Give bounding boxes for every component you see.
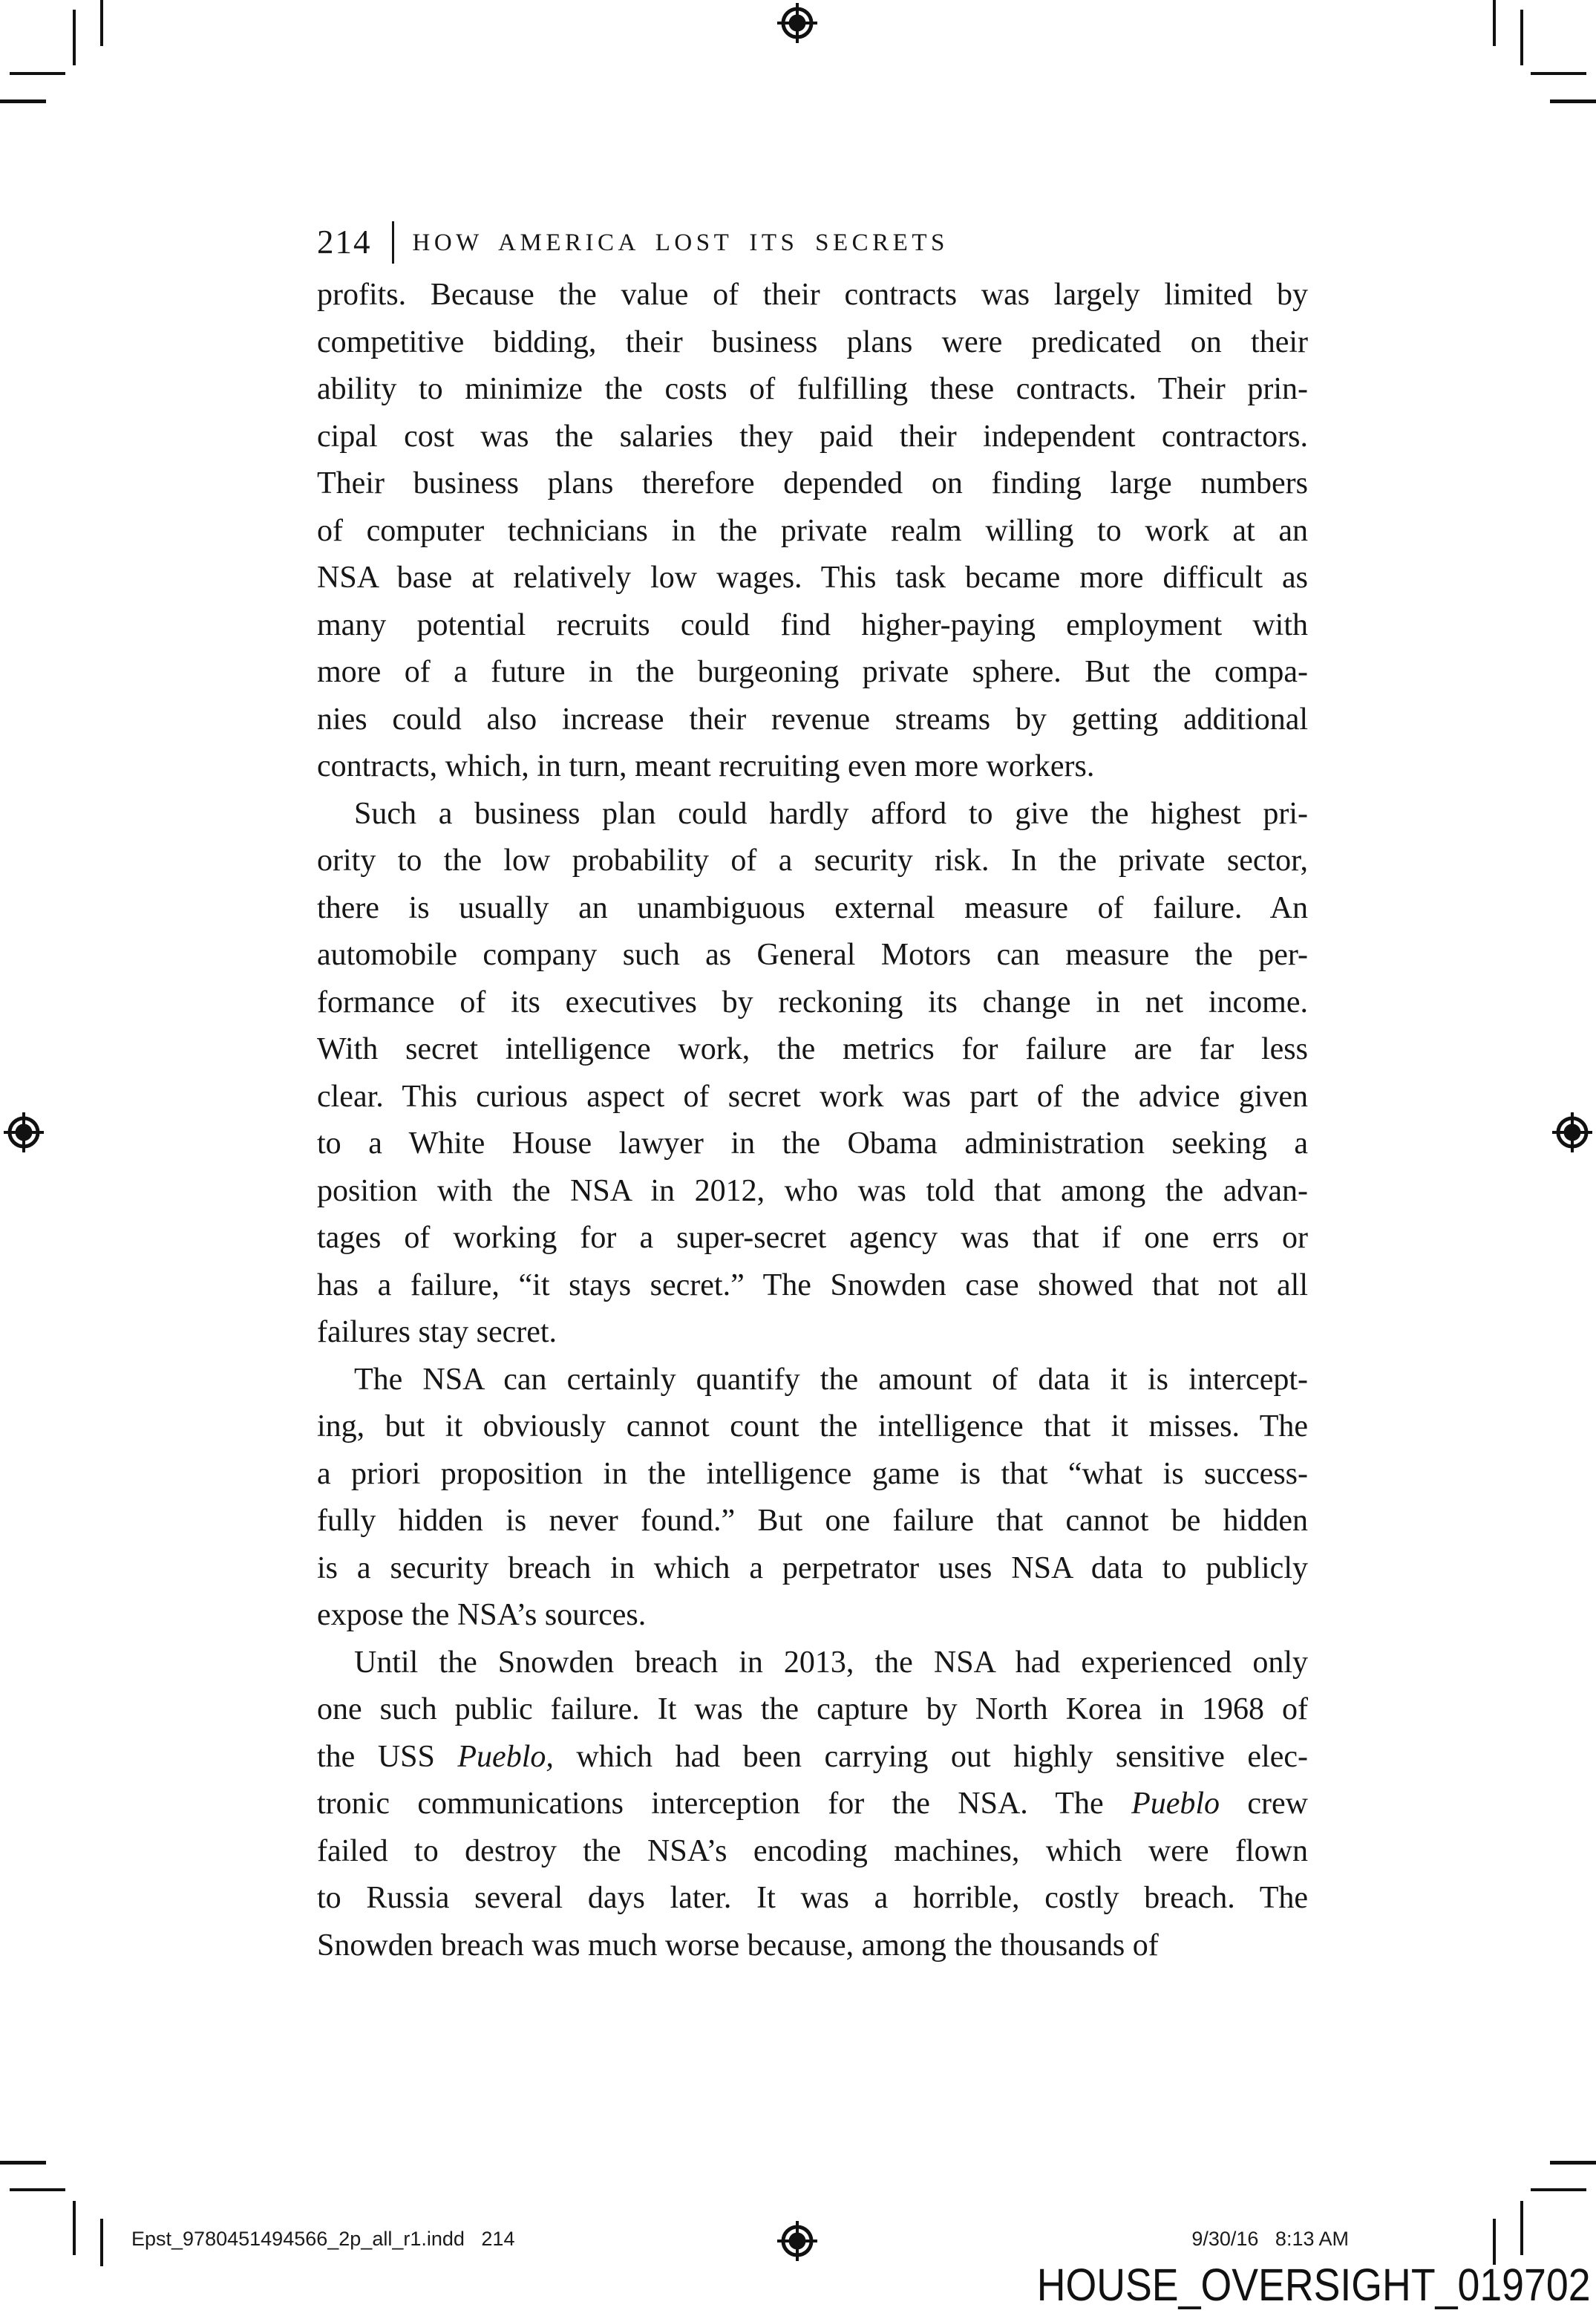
body-line: automobile company such as General Motors can measure the per-	[317, 938, 1308, 972]
crop-mark	[73, 2201, 76, 2255]
body-line: Their business plans therefore depended on finding large numbers	[317, 466, 1308, 500]
body-line: fully hidden is never found.” But one failure that cannot be hidden	[317, 1504, 1308, 1538]
crop-mark	[100, 2219, 103, 2266]
crop-mark	[10, 2188, 65, 2191]
crop-mark	[1550, 100, 1596, 103]
body-line: there is usually an unambiguous external measure of failure. An	[317, 890, 1308, 925]
body-line: Snowden breach was much worse because, among the thousands of	[317, 1928, 1159, 1963]
crop-mark	[1520, 2201, 1523, 2255]
body-line: The NSA can certainly quantify the amount of data it is intercept-	[354, 1362, 1308, 1397]
body-line: failed to destroy the NSA’s encoding machines, which were flown	[317, 1833, 1308, 1868]
body-line: of computer technicians in the private realm willing to work at an	[317, 513, 1308, 548]
body-line: is a security breach in which a perpetrator uses NSA data to publicly	[317, 1550, 1308, 1585]
paragraph	[317, 791, 1308, 1357]
running-title: HOW AMERICA LOST ITS SECRETS	[412, 229, 949, 256]
body-text	[317, 272, 1308, 1969]
body-line: more of a future in the burgeoning private sphere. But the compa-	[317, 655, 1308, 689]
body-line: clear. This curious aspect of secret work was part of the advice given	[317, 1079, 1308, 1114]
body-line: With secret intelligence work, the metrics for failure are far less	[317, 1032, 1308, 1066]
body-line: ing, but it obviously cannot count the intelligence that it misses. The	[317, 1409, 1308, 1444]
body-line: position with the NSA in 2012, who was told that among the advan-	[317, 1173, 1308, 1208]
crop-mark	[1531, 2188, 1586, 2191]
crop-mark	[1520, 10, 1523, 65]
crop-mark	[100, 0, 103, 46]
footer-slug-line: Epst_9780451494566_2p_all_r1.indd 214	[131, 2228, 515, 2250]
crop-mark	[1493, 0, 1496, 46]
body-line: to Russia several days later. It was a horrible, costly breach. The	[317, 1881, 1308, 1915]
body-line: formance of its executives by reckoning its change in net income.	[317, 985, 1308, 1020]
page-number: 214	[317, 223, 372, 261]
body-line: has a failure, “it stays secret.” The Snowden case showed that not all	[317, 1268, 1308, 1302]
crop-mark	[1531, 72, 1586, 75]
body-line: nies could also increase their revenue streams by getting additional	[317, 702, 1308, 737]
running-head	[317, 218, 949, 266]
body-line: cipal cost was the salaries they paid their independent contractors.	[317, 419, 1308, 454]
body-line: tages of working for a super-secret agency was that if one errs or	[317, 1221, 1308, 1255]
crop-mark	[0, 2161, 46, 2165]
footer-datetime: 9/30/16 8:13 AM	[1191, 2228, 1349, 2250]
header-divider	[392, 221, 394, 264]
body-line: expose the NSA’s sources.	[317, 1598, 647, 1632]
body-line: tronic communications interception for the NSA. The Pueblo crew	[317, 1787, 1308, 1821]
body-line: the USS Pueblo, which had been carrying out highly sensitive elec-	[317, 1739, 1309, 1774]
body-line: failures stay secret.	[317, 1315, 557, 1349]
body-line: many potential recruits could find higher-paying employment with	[317, 607, 1308, 642]
body-line: Such a business plan could hardly afford to give the highest pri-	[354, 796, 1308, 831]
body-line: to a White House lawyer in the Obama administration seeking a	[317, 1126, 1308, 1161]
registration-mark-icon	[3, 1112, 45, 1153]
registration-mark-icon	[776, 2, 818, 44]
body-line: ority to the low probability of a security risk. In the private sector,	[317, 844, 1308, 878]
body-line: a priori proposition in the intelligence game is that “what is success-	[317, 1456, 1308, 1491]
registration-mark-icon	[776, 2220, 818, 2262]
crop-mark	[1550, 2161, 1596, 2165]
paragraph	[317, 1640, 1308, 1970]
oversight-stamp: HOUSE_OVERSIGHT_019702	[1037, 2260, 1591, 2310]
body-line: profits. Because the value of their contracts was largely limited by	[317, 278, 1308, 312]
crop-mark	[10, 72, 65, 75]
body-line: contracts, which, in turn, meant recruiting even more workers.	[317, 749, 1095, 783]
body-line: ability to minimize the costs of fulfilling these contracts. Their prin-	[317, 372, 1308, 406]
paragraph	[317, 1357, 1308, 1640]
crop-mark	[1493, 2219, 1496, 2265]
crop-mark	[73, 10, 76, 65]
body-line: one such public failure. It was the capture by North Korea in 1968 of	[317, 1692, 1308, 1726]
body-line: Until the Snowden breach in 2013, the NSA had experienced only	[354, 1645, 1308, 1680]
body-line: NSA base at relatively low wages. This task became more difficult as	[317, 561, 1308, 595]
body-line: competitive bidding, their business plans were predicated on their	[317, 324, 1308, 359]
paragraph	[317, 272, 1308, 791]
crop-mark	[0, 100, 46, 103]
registration-mark-icon	[1551, 1112, 1593, 1153]
